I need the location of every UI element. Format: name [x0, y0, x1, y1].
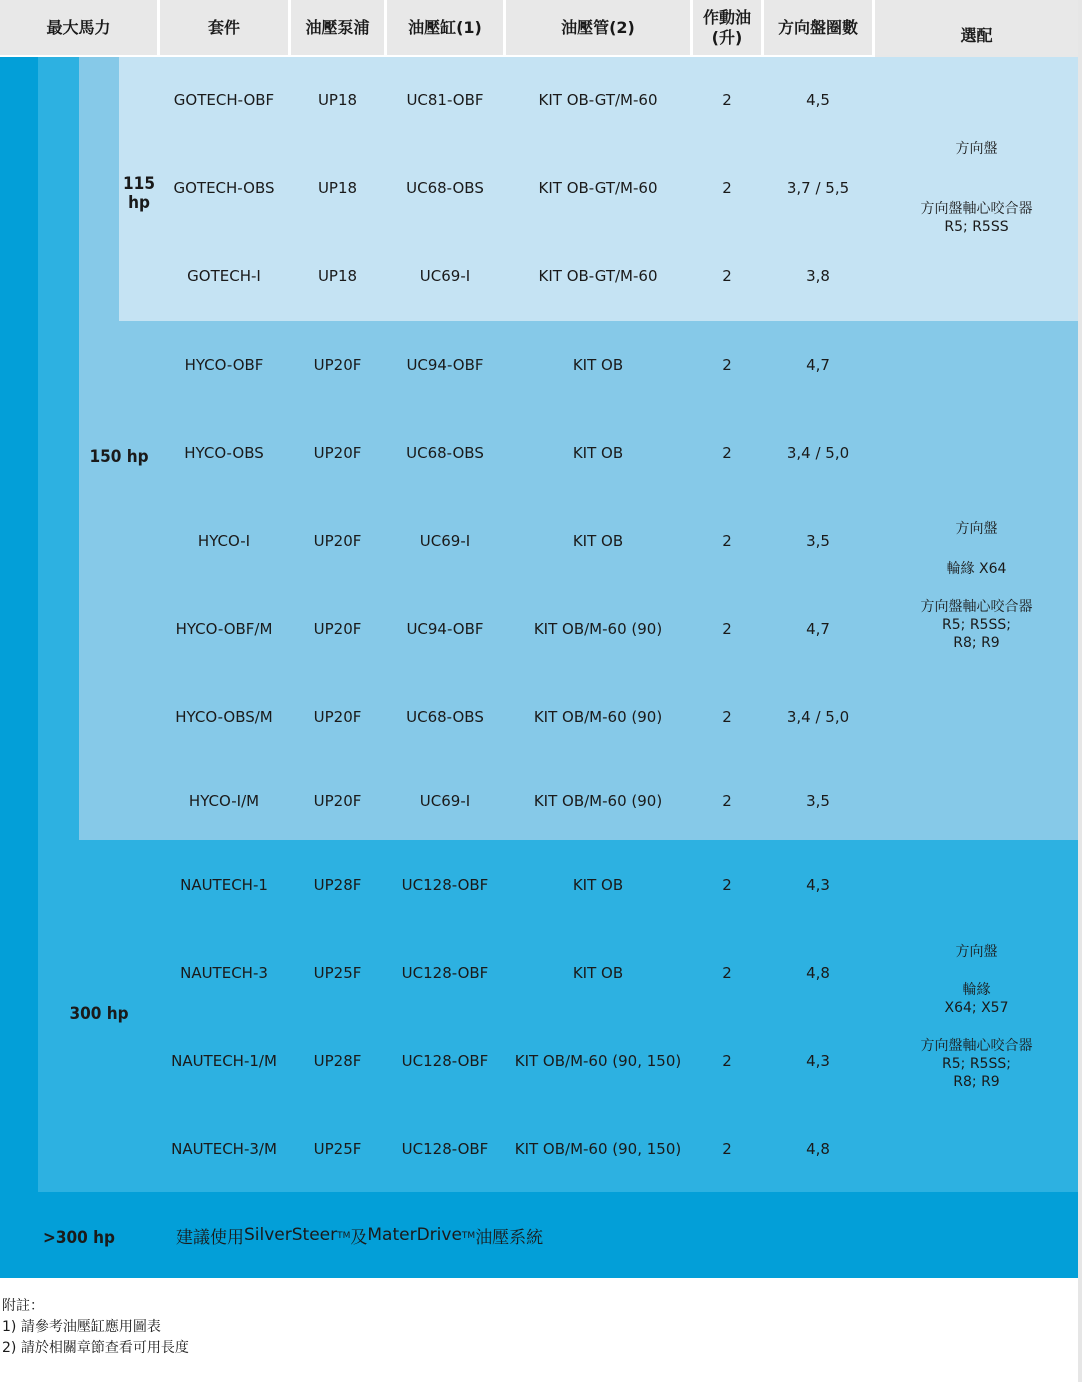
option-coupler: 方向盤軸心咬合器 [920, 1038, 1033, 1054]
note-1: 1) 請參考油壓缸應用圖表 [2, 1319, 161, 1335]
cell-kit: HYCO-OBF [160, 322, 288, 407]
cell-turns: 4,8 [764, 930, 872, 1016]
cell-pump: UP25F [291, 1106, 384, 1191]
cell-cylinder: UC94-OBF [387, 322, 503, 407]
cell-oil: 2 [693, 930, 761, 1016]
option-steering-wheel: 方向盤 [955, 944, 998, 960]
cell-kit: GOTECH-OBF [160, 57, 288, 143]
cell-cylinder: UC94-OBF [387, 586, 503, 672]
cell-pump: UP20F [291, 762, 384, 839]
cell-kit: HYCO-OBS [160, 410, 288, 496]
cell-hose: KIT OB [506, 322, 690, 407]
cell-cylinder: UC69-I [387, 233, 503, 319]
cell-hose: KIT OB/M-60 (90) [506, 586, 690, 672]
header-cylinder: 油壓缸(1) [387, 0, 503, 55]
option-steering-wheel: 方向盤 [955, 521, 998, 537]
cell-oil: 2 [693, 322, 761, 407]
options-115 [875, 140, 1078, 236]
cell-cylinder: UC68-OBS [387, 674, 503, 760]
cell-hose: KIT OB/M-60 (90) [506, 674, 690, 760]
cell-hose: KIT OB-GT/M-60 [506, 57, 690, 143]
cell-hose: KIT OB/M-60 (90) [506, 762, 690, 839]
option-coupler-models-2: R8; R9 [953, 635, 1000, 651]
header-pump: 油壓泵浦 [291, 0, 384, 55]
cell-kit: NAUTECH-1/M [160, 1018, 288, 1104]
cell-cylinder: UC68-OBS [387, 410, 503, 496]
option-coupler-models: R5; R5SS [944, 219, 1009, 235]
cell-cylinder: UC128-OBF [387, 930, 503, 1016]
cell-turns: 3,7 / 5,5 [764, 145, 872, 231]
cell-hose: KIT OB-GT/M-60 [506, 233, 690, 319]
option-steering-wheel: 方向盤 [955, 141, 998, 157]
cell-oil: 2 [693, 762, 761, 839]
cell-pump: UP18 [291, 233, 384, 319]
cell-kit: HYCO-I [160, 498, 288, 584]
cell-turns: 3,4 / 5,0 [764, 674, 872, 760]
recommendation-cell [160, 1192, 1078, 1278]
cell-pump: UP18 [291, 145, 384, 231]
cell-hose: KIT OB [506, 410, 690, 496]
cell-pump: UP20F [291, 410, 384, 496]
cell-cylinder: UC128-OBF [387, 842, 503, 928]
hp-label-115 [120, 175, 158, 213]
cell-pump: UP20F [291, 498, 384, 584]
option-coupler-models-1: R5; R5SS; [942, 1056, 1011, 1072]
cell-turns: 4,7 [764, 586, 872, 672]
recommend-prefix: 建議使用 [176, 1227, 244, 1248]
option-coupler: 方向盤軸心咬合器 [920, 599, 1033, 615]
cell-hose: KIT OB [506, 930, 690, 1016]
cell-oil: 2 [693, 410, 761, 496]
option-coupler: 方向盤軸心咬合器 [920, 201, 1033, 217]
header-oil-line2: (升) [711, 27, 743, 47]
cell-kit: HYCO-OBS/M [160, 674, 288, 760]
option-rim-models: X64; X57 [944, 1000, 1009, 1016]
cell-cylinder: UC69-I [387, 498, 503, 584]
cell-cylinder: UC128-OBF [387, 1106, 503, 1191]
cell-oil: 2 [693, 57, 761, 143]
cell-kit: NAUTECH-1 [160, 842, 288, 928]
cell-cylinder: UC69-I [387, 762, 503, 839]
notes-title: 附註： [2, 1298, 44, 1314]
cell-hose: KIT OB-GT/M-60 [506, 145, 690, 231]
cell-cylinder: UC68-OBS [387, 145, 503, 231]
cell-kit: GOTECH-OBS [160, 145, 288, 231]
cell-pump: UP25F [291, 930, 384, 1016]
product-materdrive: MaterDrive [367, 1225, 462, 1245]
recommend-conj: 及 [350, 1227, 368, 1248]
recommend-suffix: 油壓系統 [475, 1227, 544, 1248]
cell-hose: KIT OB/M-60 (90, 150) [506, 1106, 690, 1191]
page-edge [1078, 0, 1082, 1382]
cell-pump: UP28F [291, 1018, 384, 1104]
cell-turns: 3,5 [764, 762, 872, 839]
header-kit: 套件 [160, 0, 288, 55]
cell-kit: HYCO-I/M [160, 762, 288, 839]
option-rim: 輪緣 X64 [946, 561, 1007, 577]
cell-hose: KIT OB [506, 842, 690, 928]
cell-kit: HYCO-OBF/M [160, 586, 288, 672]
hp-label-300: 300 hp [69, 1004, 129, 1024]
hp-label-150: 150 hp [89, 447, 149, 467]
cell-hose: KIT OB/M-60 (90, 150) [506, 1018, 690, 1104]
header-max-hp: 最大馬力 [0, 0, 157, 55]
cell-oil: 2 [693, 145, 761, 231]
hp-label-115-number: 115 [123, 174, 155, 194]
cell-oil: 2 [693, 674, 761, 760]
cell-turns: 3,8 [764, 233, 872, 319]
option-rim: 輪緣 [962, 982, 991, 998]
cell-cylinder: UC81-OBF [387, 57, 503, 143]
option-coupler-models-2: R8; R9 [953, 1074, 1000, 1090]
cell-pump: UP20F [291, 322, 384, 407]
cell-turns: 4,3 [764, 842, 872, 928]
cell-turns: 4,7 [764, 322, 872, 407]
product-silversteer: SilverSteer [244, 1225, 338, 1245]
cell-pump: UP18 [291, 57, 384, 143]
cell-oil: 2 [693, 498, 761, 584]
cell-oil: 2 [693, 233, 761, 319]
cell-turns: 4,5 [764, 57, 872, 143]
cell-cylinder: UC128-OBF [387, 1018, 503, 1104]
cell-kit: GOTECH-I [160, 233, 288, 319]
cell-pump: UP28F [291, 842, 384, 928]
cell-oil: 2 [693, 586, 761, 672]
cell-pump: UP20F [291, 586, 384, 672]
cell-oil: 2 [693, 1106, 761, 1191]
hp-label-300plus: >300 hp [43, 1228, 115, 1248]
trademark-mark: TM [461, 1231, 476, 1241]
options-150 [875, 520, 1078, 652]
cell-turns: 3,5 [764, 498, 872, 584]
cell-hose: KIT OB [506, 498, 690, 584]
header-hose: 油壓管(2) [506, 0, 690, 55]
cell-turns: 3,4 / 5,0 [764, 410, 872, 496]
note-2: 2) 請於相關章節查看可用長度 [2, 1340, 189, 1356]
cell-oil: 2 [693, 842, 761, 928]
cell-pump: UP20F [291, 674, 384, 760]
cell-turns: 4,8 [764, 1106, 872, 1191]
header-oil [693, 0, 761, 55]
hp-label-115-unit: hp [128, 193, 150, 213]
trademark-mark: TM [337, 1231, 351, 1241]
cell-kit: NAUTECH-3 [160, 930, 288, 1016]
cell-turns: 4,3 [764, 1018, 872, 1104]
options-300 [875, 943, 1078, 1091]
option-coupler-models-1: R5; R5SS; [942, 617, 1011, 633]
cell-oil: 2 [693, 1018, 761, 1104]
header-oil-line1: 作動油 [702, 7, 751, 27]
header-options: 選配 [875, 0, 1078, 63]
footnotes [2, 1296, 189, 1359]
header-turns: 方向盤圈數 [764, 0, 872, 55]
cell-kit: NAUTECH-3/M [160, 1106, 288, 1191]
